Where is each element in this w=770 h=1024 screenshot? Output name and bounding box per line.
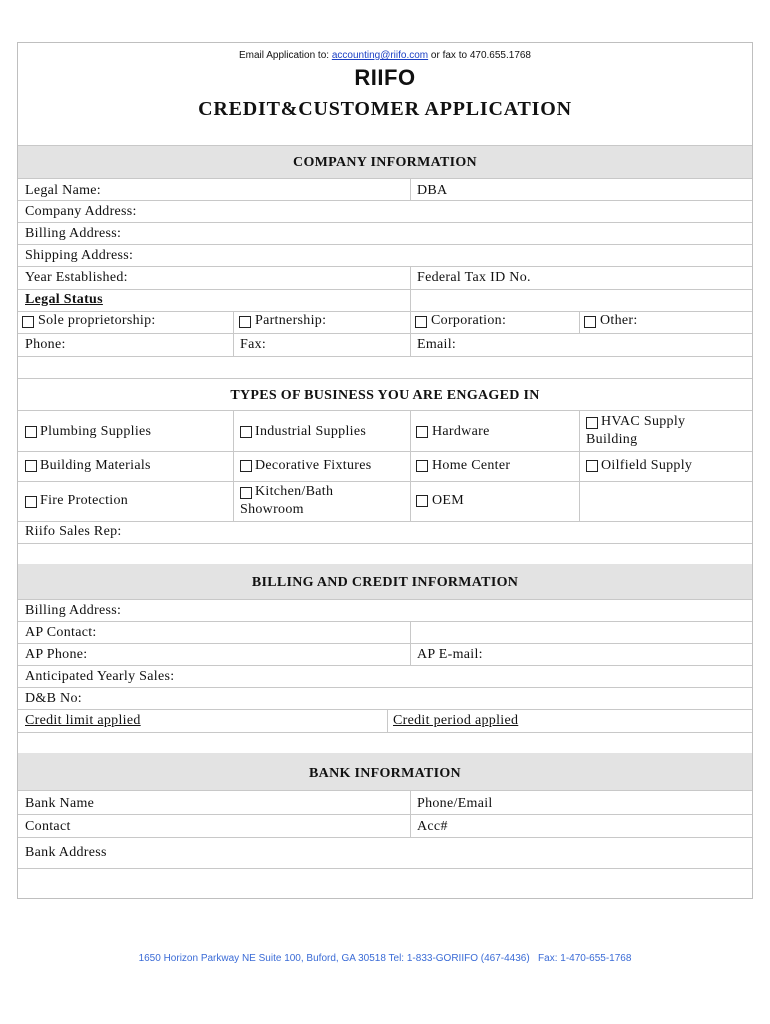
- home-center-label: Home Center: [432, 458, 511, 473]
- ap-phone-label: AP Phone:: [25, 647, 88, 662]
- email-label: Email:: [417, 337, 457, 352]
- decorative-fixtures-checkbox[interactable]: [240, 460, 252, 472]
- corporation-checkbox[interactable]: [415, 316, 427, 328]
- corporation-label: Corporation:: [431, 313, 507, 328]
- page-title: CREDIT&CUSTOMER APPLICATION: [198, 98, 572, 120]
- shipping-address-label: Shipping Address:: [25, 248, 134, 263]
- company-address-label: Company Address:: [25, 204, 137, 219]
- company-section-title: COMPANY INFORMATION: [293, 155, 477, 170]
- plumbing-supplies-label: Plumbing Supplies: [40, 424, 152, 439]
- kitchen-showroom-label: Showroom: [240, 502, 304, 517]
- credit-period-label: Credit period applied: [393, 713, 519, 728]
- partnership-checkbox[interactable]: [239, 316, 251, 328]
- billing-section-title: BILLING AND CREDIT INFORMATION: [251, 575, 519, 590]
- other-label: Other:: [600, 313, 638, 328]
- dnb-label: D&B No:: [25, 691, 82, 706]
- building-materials-checkbox[interactable]: [25, 460, 37, 472]
- fire-protection-label: Fire Protection: [40, 493, 129, 508]
- bank-contact-label: Contact: [25, 819, 71, 834]
- partnership-label: Partnership:: [255, 313, 327, 328]
- kitchen-bath-label: Kitchen/Bath: [255, 484, 334, 499]
- sole-proprietorship-checkbox[interactable]: [22, 316, 34, 328]
- legal-name-label: Legal Name:: [25, 183, 101, 198]
- dba-label: DBA: [417, 183, 448, 198]
- year-established-label: Year Established:: [25, 270, 128, 285]
- credit-application-form: [17, 42, 753, 899]
- kitchen-bath-checkbox[interactable]: [240, 487, 252, 499]
- other-checkbox[interactable]: [584, 316, 596, 328]
- oilfield-supply-label: Oilfield Supply: [601, 458, 693, 473]
- sales-rep-label: Riifo Sales Rep:: [25, 524, 122, 539]
- bank-acc-label: Acc#: [417, 819, 448, 834]
- oem-label: OEM: [432, 493, 465, 508]
- fire-protection-checkbox[interactable]: [25, 496, 37, 508]
- hardware-label: Hardware: [432, 424, 490, 439]
- phone-label: Phone:: [25, 337, 66, 352]
- ap-email-label: AP E-mail:: [417, 647, 483, 662]
- home-center-checkbox[interactable]: [416, 460, 428, 472]
- hvac-building-label: Building: [586, 432, 638, 447]
- sole-proprietorship-label: Sole proprietorship:: [38, 313, 156, 328]
- billing-address-label-2: Billing Address:: [25, 603, 122, 618]
- hvac-supply-label: HVAC Supply: [601, 414, 686, 429]
- email-prefix: Email Application to:: [239, 50, 332, 61]
- ap-contact-label: AP Contact:: [25, 625, 97, 640]
- oem-checkbox[interactable]: [416, 495, 428, 507]
- legal-status-label: Legal Status: [25, 292, 103, 307]
- hardware-checkbox[interactable]: [416, 426, 428, 438]
- footer-address: 1650 Horizon Parkway NE Suite 100, Buford, GA 30518 Tel: 1-833-GORIIFO (467-4436) Fax: 1-470-655-1768: [138, 953, 632, 964]
- email-link[interactable]: accounting@riifo.com: [331, 50, 429, 61]
- bank-phone-email-label: Phone/Email: [417, 796, 493, 811]
- plumbing-supplies-checkbox[interactable]: [25, 426, 37, 438]
- bank-name-label: Bank Name: [25, 796, 95, 811]
- billing-address-label: Billing Address:: [25, 226, 122, 241]
- industrial-supplies-label: Industrial Supplies: [255, 424, 367, 439]
- email-instruction: [18, 50, 752, 61]
- decorative-fixtures-label: Decorative Fixtures: [255, 458, 372, 473]
- industrial-supplies-checkbox[interactable]: [240, 426, 252, 438]
- yearly-sales-label: Anticipated Yearly Sales:: [25, 669, 175, 684]
- business-section-title: TYPES OF BUSINESS YOU ARE ENGAGED IN: [230, 388, 540, 403]
- fax-text: or fax to 470.655.1768: [428, 50, 531, 61]
- bank-address-label: Bank Address: [25, 845, 107, 860]
- oilfield-supply-checkbox[interactable]: [586, 460, 598, 472]
- bank-section-title: BANK INFORMATION: [309, 766, 461, 781]
- federal-tax-id-label: Federal Tax ID No.: [417, 270, 531, 285]
- riifo-logo: RIIFO: [354, 65, 416, 90]
- fax-label: Fax:: [240, 337, 267, 352]
- credit-limit-label: Credit limit applied: [25, 713, 141, 728]
- hvac-supply-checkbox[interactable]: [586, 417, 598, 429]
- building-materials-label: Building Materials: [40, 458, 151, 473]
